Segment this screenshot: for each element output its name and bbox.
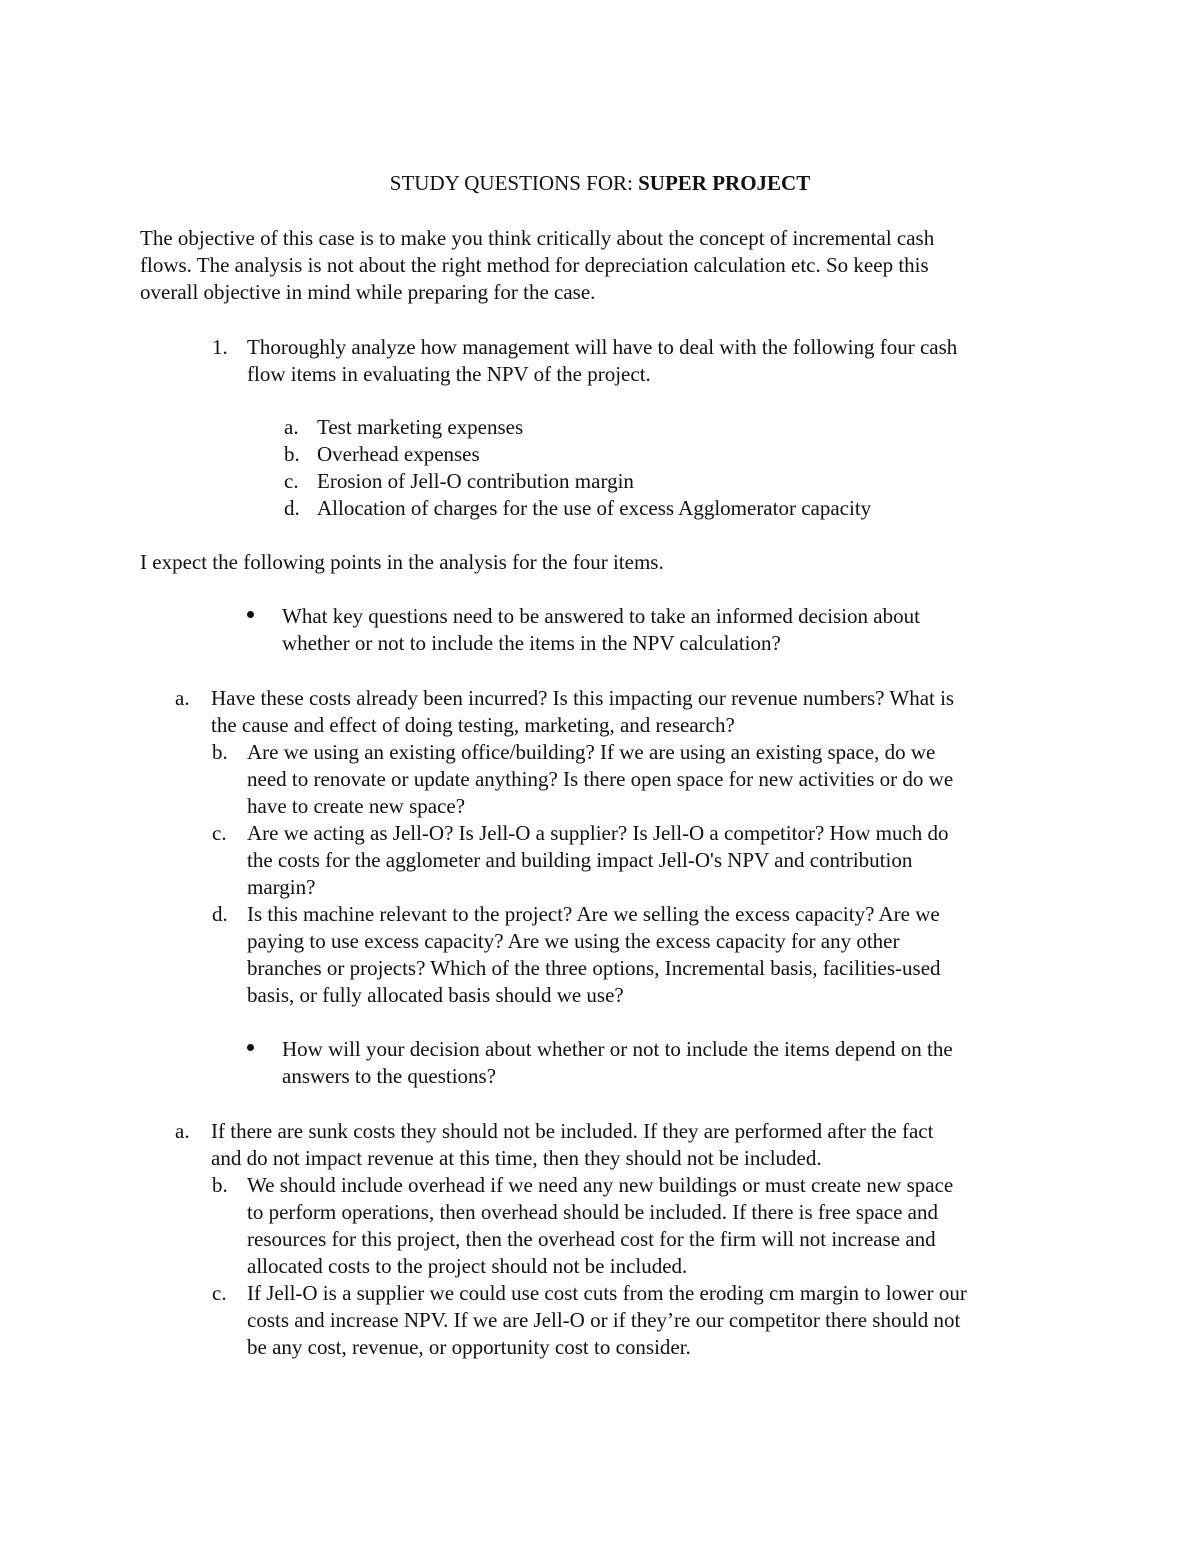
- answer-line: costs and increase NPV. If we are Jell-O or if they’re our competitor there should not: [247, 1308, 961, 1332]
- question-line: flow items in evaluating the NPV of the project.: [247, 362, 651, 386]
- intro-line: overall objective in mind while preparing for the case.: [140, 280, 596, 304]
- answer-line: If there are sunk costs they should not be included. If they are performed after the fact: [211, 1119, 934, 1143]
- answer-marker: b.: [212, 1173, 228, 1197]
- answer-line: be any cost, revenue, or opportunity cost to consider.: [247, 1335, 691, 1359]
- answer-marker: a.: [175, 1119, 190, 1143]
- list-marker: c.: [284, 469, 299, 493]
- answer-line: Have these costs already been incurred? Is this impacting our revenue numbers? What is: [211, 686, 955, 710]
- title-project-name: SUPER PROJECT: [638, 171, 811, 195]
- answer-line: allocated costs to the project should not be included.: [247, 1254, 688, 1278]
- list-marker: a.: [284, 415, 299, 439]
- answer-marker: a.: [175, 686, 190, 710]
- answer-marker: c.: [212, 821, 227, 845]
- intro-line: The objective of this case is to make you think critically about the concept of incremental cash: [140, 226, 935, 250]
- answer-line: We should include overhead if we need any new buildings or must create new space: [247, 1173, 954, 1197]
- answer-line: Is this machine relevant to the project? Are we selling the excess capacity? Are we: [247, 902, 940, 926]
- answer-line: to perform operations, then overhead should be included. If there is free space and: [247, 1200, 938, 1224]
- answer-line: margin?: [247, 875, 316, 899]
- expectation-text: I expect the following points in the analysis for the four items.: [140, 550, 664, 574]
- answer-line: basis, or fully allocated basis should we use?: [247, 983, 624, 1007]
- bullet-line: What key questions need to be answered to take an informed decision about: [282, 604, 920, 628]
- answer-line: If Jell-O is a supplier we could use cost cuts from the eroding cm margin to lower our: [247, 1281, 967, 1305]
- list-marker: b.: [284, 442, 300, 466]
- answer-marker: d.: [212, 902, 228, 926]
- bullet-line: answers to the questions?: [282, 1064, 497, 1088]
- list-marker: d.: [284, 496, 300, 520]
- bullet-icon: [247, 1044, 254, 1051]
- page-title: [0, 170, 1200, 197]
- bullet-line: How will your decision about whether or not to include the items depend on the: [282, 1037, 953, 1061]
- answer-line: need to renovate or update anything? Is there open space for new activities or do we: [247, 767, 954, 791]
- answer-marker: c.: [212, 1281, 227, 1305]
- answer-line: and do not impact revenue at this time, then they should not be included.: [211, 1146, 822, 1170]
- question-line: Thoroughly analyze how management will have to deal with the following four cash: [247, 335, 958, 359]
- title-prefix: STUDY QUESTIONS FOR:: [389, 171, 639, 195]
- answer-marker: b.: [212, 740, 228, 764]
- intro-line: flows. The analysis is not about the right method for depreciation calculation etc. So keep this: [140, 253, 929, 277]
- list-item: Erosion of Jell-O contribution margin: [317, 469, 634, 493]
- question-number: 1.: [212, 335, 228, 359]
- answer-line: resources for this project, then the overhead cost for the firm will not increase and: [247, 1227, 936, 1251]
- bullet-line: whether or not to include the items in the NPV calculation?: [282, 631, 781, 655]
- answer-line: the cause and effect of doing testing, marketing, and research?: [211, 713, 735, 737]
- list-item: Allocation of charges for the use of excess Agglomerator capacity: [317, 496, 872, 520]
- answer-line: have to create new space?: [247, 794, 466, 818]
- bullet-icon: [247, 611, 254, 618]
- list-item: Test marketing expenses: [317, 415, 524, 439]
- list-item: Overhead expenses: [317, 442, 480, 466]
- answer-line: Are we acting as Jell-O? Is Jell-O a supplier? Is Jell-O a competitor? How much do: [247, 821, 949, 845]
- answer-line: the costs for the agglometer and building impact Jell-O's NPV and contribution: [247, 848, 913, 872]
- answer-line: branches or projects? Which of the three options, Incremental basis, facilities-used: [247, 956, 941, 980]
- answer-line: paying to use excess capacity? Are we using the excess capacity for any other: [247, 929, 900, 953]
- answer-line: Are we using an existing office/building? If we are using an existing space, do we: [247, 740, 936, 764]
